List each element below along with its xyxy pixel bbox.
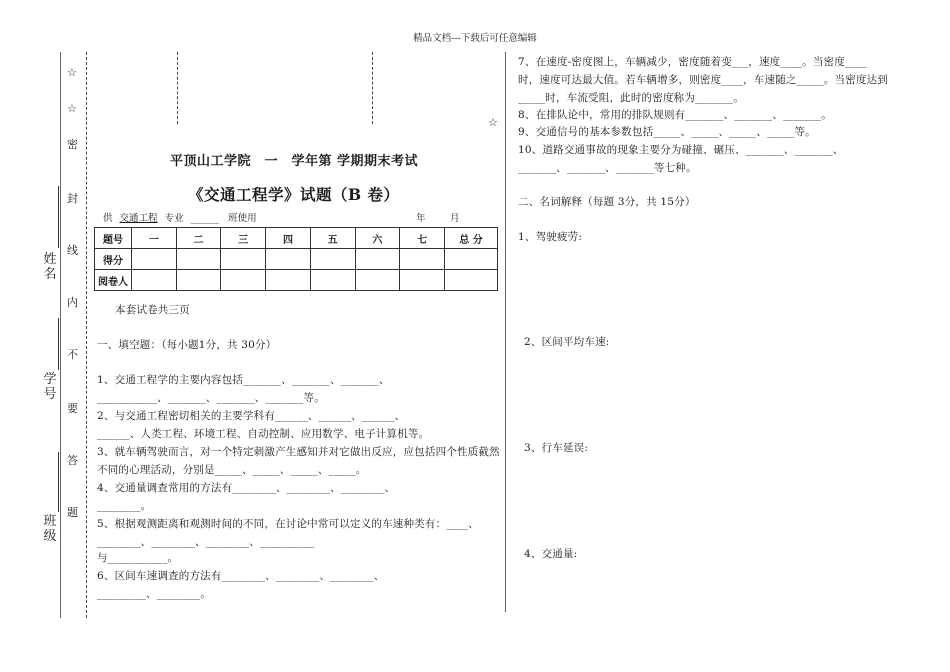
seal-char-da: 答 — [67, 454, 78, 467]
score-cell[interactable] — [266, 249, 311, 270]
question-line: 与___________。 — [97, 552, 179, 564]
section1-heading: 一、填空题：（每小题1分，共 30分） — [97, 339, 277, 351]
question-line: _________、________。 — [97, 588, 212, 600]
score-header-cell: 一 — [132, 228, 177, 249]
score-row-label: 得分 — [95, 249, 132, 270]
seal-char-nei: 内 — [67, 296, 78, 309]
class-label: 班 级 — [43, 514, 57, 544]
term-item: 3、行车延误: — [524, 442, 589, 454]
grader-cell[interactable] — [310, 270, 355, 291]
question-line: ______、人类工程、环境工程、自动控制、应用数学、电子计算机等。 — [97, 428, 430, 440]
question-line: 9、交通信号的基本参数包括_____、_____、_____、_____等。 — [518, 126, 816, 138]
question-line: _____时，车流受阻，此时的密度称为_______。 — [518, 92, 744, 104]
grader-cell[interactable] — [176, 270, 221, 291]
question-line: 3、就车辆驾驶而言，对一个特定刺激产生感知并对它做出反应，应包括四个性质截然 — [97, 446, 500, 458]
score-header-cell: 七 — [400, 228, 445, 249]
score-header-cell: 题号 — [95, 228, 132, 249]
score-cell[interactable] — [176, 249, 221, 270]
grader-cell[interactable] — [132, 270, 177, 291]
exam-info-line: 供 交通工程 专业 ______ 班使用 — [103, 213, 257, 224]
grader-cell[interactable] — [355, 270, 400, 291]
question-line: 6、区间车速调查的方法有________、________、________、 — [97, 570, 385, 582]
student-id-field[interactable] — [58, 318, 59, 370]
score-header-row — [95, 228, 498, 249]
question-line: ________、________、________、__________ — [97, 536, 315, 548]
score-cell[interactable] — [221, 249, 266, 270]
seal-char-yao: 要 — [67, 402, 78, 415]
binding-border-left — [60, 52, 61, 618]
question-line: 8、在排队论中，常用的排队规则有_______、_______、_______。 — [518, 109, 832, 121]
score-header-cell: 六 — [355, 228, 400, 249]
seal-char-ti: 题 — [67, 506, 78, 519]
question-line: 1、交通工程学的主要内容包括_______、_______、_______、 — [97, 374, 390, 386]
class-field[interactable] — [58, 452, 59, 512]
fold-line-right — [372, 52, 373, 124]
seal-char-xian: 线 — [67, 244, 78, 257]
question-line: 不同的心理活动，分别是_____、_____、_____、_____。 — [97, 464, 367, 476]
grader-cell[interactable] — [266, 270, 311, 291]
question-line: 10、道路交通事故的现象主要分为碰撞、碾压、_______、_______、 — [518, 144, 844, 156]
question-line: 5、根据观测距离和观测时间的不同，在讨论中常可以定义的车速种类有：____、 — [97, 518, 479, 530]
star-icon: ☆ — [67, 102, 77, 115]
seal-char-mi: 密 — [67, 138, 78, 151]
pages-note: 本套试卷共三页 — [115, 304, 190, 316]
star-icon: ☆ — [488, 116, 498, 129]
score-row — [95, 249, 498, 270]
grader-cell[interactable] — [445, 270, 498, 291]
name-field[interactable] — [58, 186, 59, 248]
seal-char-bu: 不 — [67, 348, 78, 361]
question-line: 4、交通量调查常用的方法有________、________、________、 — [97, 482, 396, 494]
star-icon: ☆ — [67, 66, 77, 79]
term-item: 2、区间平均车速: — [524, 336, 610, 348]
term-item: 1、驾驶疲劳: — [518, 231, 583, 243]
question-line: 时，速度可达最大值。若车辆增多，则密度____，车速随之_____。当密度达到 — [518, 74, 889, 86]
grader-cell[interactable] — [221, 270, 266, 291]
exam-school-line: 平顶山工学院 一 学年第 学期期末考试 — [170, 154, 419, 169]
question-line: ___________、_______、_______、_______等。 — [97, 392, 325, 404]
question-line: 7、在速度-密度图上，车辆减少，密度随着变___，速度____。当密度____ — [518, 56, 867, 68]
score-cell[interactable] — [132, 249, 177, 270]
score-header-cell: 四 — [266, 228, 311, 249]
score-header-cell: 五 — [310, 228, 355, 249]
student-id-label: 学 号 — [43, 372, 57, 402]
score-table — [94, 227, 498, 291]
exam-title: 《交通工程学》试题（B 卷） — [188, 185, 400, 204]
column-divider — [505, 52, 506, 612]
binding-dashed-line — [86, 52, 87, 618]
seal-char-feng: 封 — [67, 192, 78, 205]
exam-year-label: 年 — [416, 213, 426, 224]
name-label: 姓 名 — [43, 252, 57, 282]
exam-month-label: 月 — [450, 213, 460, 224]
fold-line-left — [177, 52, 178, 124]
score-cell[interactable] — [400, 249, 445, 270]
score-cell[interactable] — [355, 249, 400, 270]
header-note: 精品文档---下载后可任意编辑 — [413, 33, 537, 44]
question-line: ________。 — [97, 500, 152, 512]
grader-cell[interactable] — [400, 270, 445, 291]
question-line: 2、与交通工程密切相关的主要学科有______、______、______、 — [97, 410, 406, 422]
section2-heading: 二、名词解释（每题 3分，共 15分） — [518, 196, 696, 208]
score-cell[interactable] — [445, 249, 498, 270]
score-cell[interactable] — [310, 249, 355, 270]
score-header-cell: 二 — [176, 228, 221, 249]
grader-row — [95, 270, 498, 291]
term-item: 4、交通量: — [524, 548, 578, 560]
score-header-cell: 总 分 — [445, 228, 498, 249]
score-header-cell: 三 — [221, 228, 266, 249]
question-line: _______、_______、_______等七种。 — [518, 162, 697, 174]
grader-row-label: 阅卷人 — [95, 270, 132, 291]
